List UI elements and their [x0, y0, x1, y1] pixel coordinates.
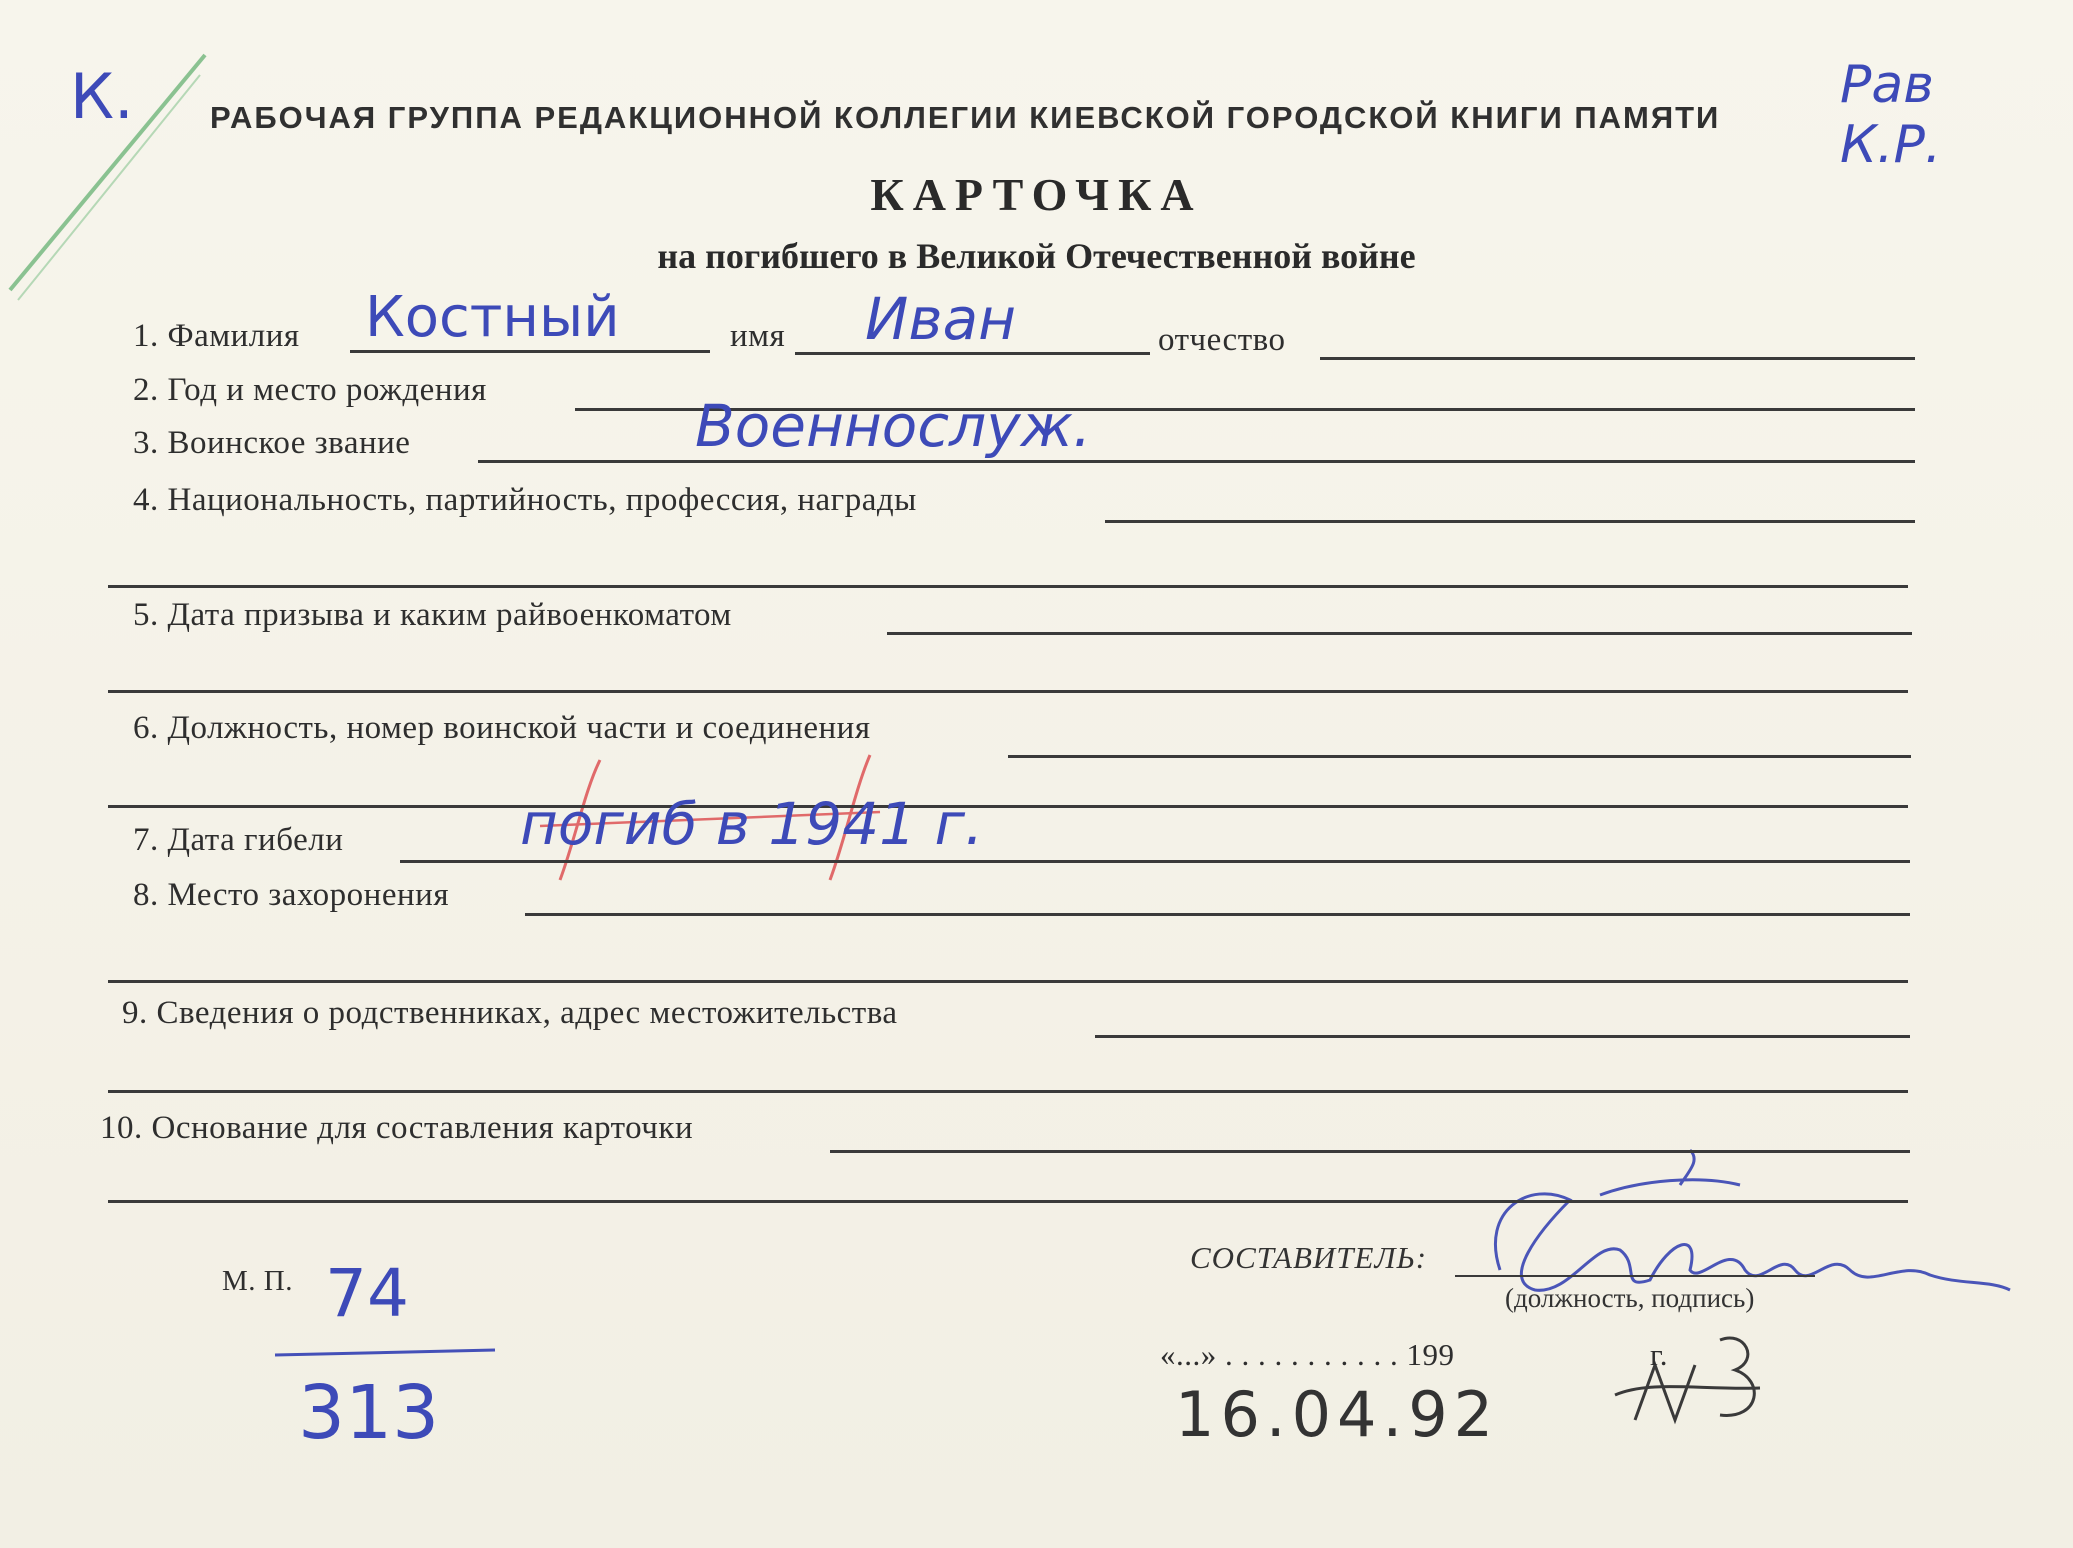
- relatives-line-2: [108, 1090, 1908, 1093]
- birth-label: 2. Год и место рождения: [133, 372, 487, 408]
- compiler-signature: [1495, 1150, 2010, 1290]
- conscription-line: [887, 632, 1912, 635]
- nationality-line: [1105, 520, 1915, 523]
- name-value: Иван: [865, 285, 1017, 353]
- conscription-label: 5. Дата призыва и каким райвоенкоматом: [133, 597, 732, 633]
- compiler-line: [1455, 1275, 1815, 1277]
- nationality-label: 4. Национальность, партийность, профессия, награды: [133, 482, 917, 518]
- conscription-line-2: [108, 690, 1908, 693]
- mp-fraction-line: [275, 1350, 495, 1355]
- mp-number-top: 74: [325, 1255, 409, 1332]
- card-title: КАРТОЧКА: [870, 169, 1203, 220]
- mp-number-bottom: 313: [298, 1370, 440, 1456]
- burial-line-2: [108, 980, 1908, 983]
- position-signature-label: (должность, подпись): [1505, 1283, 1755, 1313]
- burial-line: [525, 913, 1910, 916]
- corner-mark-right-2: К.Р.: [1840, 115, 1942, 175]
- relatives-line: [1095, 1035, 1910, 1038]
- basis-line-2: [108, 1200, 1908, 1203]
- surname-label: 1. Фамилия: [133, 318, 300, 354]
- date-template: «...» . . . . . . . . . . . 199: [1160, 1337, 1455, 1372]
- basis-line: [830, 1150, 1910, 1153]
- death-date-label: 7. Дата гибели: [133, 822, 344, 858]
- burial-label: 8. Место захоронения: [133, 877, 449, 913]
- corner-mark-right-1: Рав: [1840, 55, 1934, 115]
- position-unit-line: [1008, 755, 1911, 758]
- corner-mark-left: К.: [70, 60, 134, 133]
- basis-label: 10. Основание для составления карточки: [100, 1110, 694, 1146]
- death-date-value: погиб в 1941 г.: [520, 790, 984, 858]
- rank-line: [478, 460, 1915, 463]
- name-label: имя: [730, 318, 786, 354]
- rank-value: Военнослуж.: [695, 392, 1092, 460]
- nationality-line-2: [108, 585, 1908, 588]
- death-date-line: [400, 860, 1910, 863]
- position-unit-line-2: [108, 805, 1908, 808]
- relatives-label: 9. Сведения о родственниках, адрес местожительства: [122, 995, 898, 1031]
- compiler-label: СОСТАВИТЕЛЬ:: [1190, 1240, 1428, 1275]
- patronymic-label: отчество: [1158, 322, 1286, 358]
- rank-label: 3. Воинское звание: [133, 425, 411, 461]
- mp-label: М. П.: [222, 1265, 293, 1297]
- date-template-suffix: г.: [1650, 1337, 1668, 1372]
- handwritten-date: 16.04.92: [1175, 1378, 1500, 1451]
- patronymic-line: [1320, 357, 1915, 360]
- organization-header: РАБОЧАЯ ГРУППА РЕДАКЦИОННОЙ КОЛЛЕГИИ КИЕВСКОЙ ГОРОДСКОЙ КНИГИ ПАМЯТИ: [210, 100, 1721, 135]
- position-unit-label: 6. Должность, номер воинской части и соединения: [133, 710, 871, 746]
- surname-line: [350, 350, 710, 353]
- card-subtitle: на погибшего в Великой Отечественной войне: [657, 236, 1416, 276]
- surname-value: Костный: [365, 285, 620, 350]
